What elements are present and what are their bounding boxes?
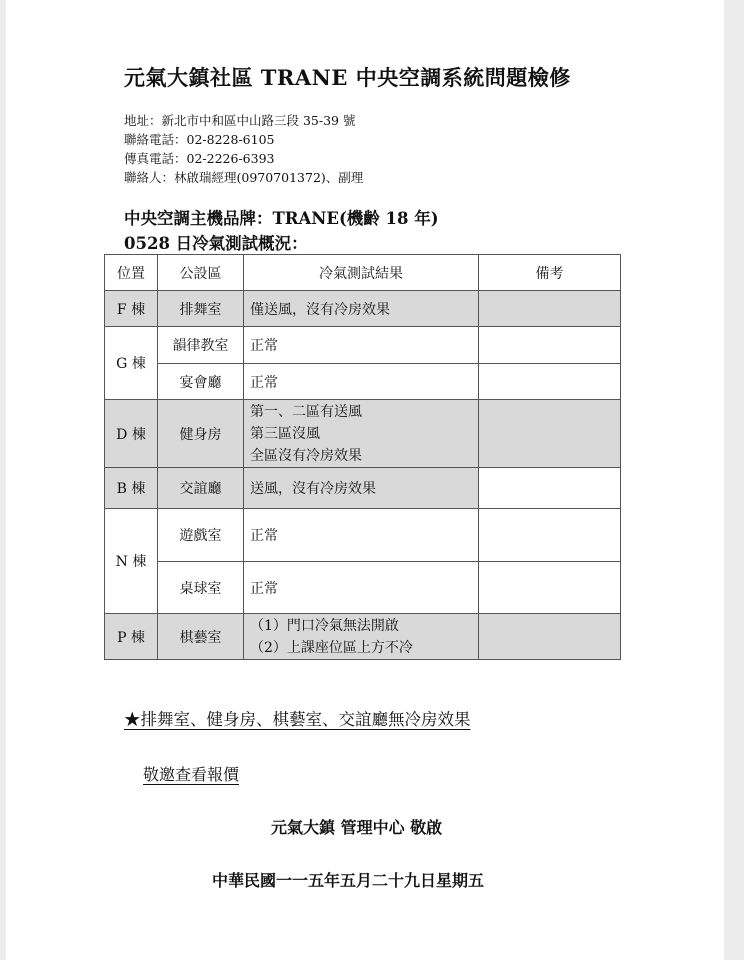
result-cell: 僅送風，沒有冷房效果 [244, 291, 479, 327]
document-page [6, 0, 724, 960]
table-row [105, 364, 621, 400]
header-result: 冷氣測試結果 [244, 255, 479, 291]
building-cell: G 棟 [105, 327, 158, 400]
area-cell: 排舞室 [158, 291, 244, 327]
contact-line: 聯絡人：林啟瑞經理(0970701372)、副理 [124, 170, 364, 185]
table-row [105, 562, 621, 614]
area-cell: 桌球室 [158, 562, 244, 614]
result-line: 第三區沒風 [250, 425, 320, 442]
note-cell [479, 400, 621, 468]
note-cell [479, 327, 621, 364]
signature-line: 元氣大鎮 管理中心 敬啟 [271, 818, 443, 837]
phone-line: 聯絡電話：02-8228-6105 [124, 132, 275, 147]
result-cell: 正常 [244, 364, 479, 400]
table-row [105, 468, 621, 509]
note-cell [479, 509, 621, 562]
table-row [105, 291, 621, 327]
header-area: 公設區 [158, 255, 244, 291]
brand-line: 中央空調主機品牌：TRANE(機齡 18 年) [124, 209, 439, 228]
result-cell: 送風，沒有冷房效果 [244, 468, 479, 509]
table-row [105, 327, 621, 364]
result-line: （1）門口冷氣無法開啟 [250, 617, 399, 634]
table-row [105, 614, 621, 660]
address-line: 地址：新北市中和區中山路三段 35-39 號 [124, 113, 356, 128]
result-cell: 正常 [244, 327, 479, 364]
summary-note: ★排舞室、健身房、棋藝室、交誼廳無冷房效果 [124, 710, 471, 729]
result-line: （2）上課座位區上方不冷 [250, 639, 413, 656]
note-cell [479, 291, 621, 327]
fax-line: 傳真電話：02-2226-6393 [124, 151, 275, 166]
result-cell [244, 614, 479, 660]
note-cell [479, 364, 621, 400]
test-results-table [104, 254, 621, 660]
result-line: 第一、二區有送風 [250, 403, 362, 420]
header-location: 位置 [105, 255, 158, 291]
area-cell: 遊戲室 [158, 509, 244, 562]
area-cell: 交誼廳 [158, 468, 244, 509]
note-cell [479, 562, 621, 614]
building-cell: P 棟 [105, 614, 158, 660]
area-cell: 棋藝室 [158, 614, 244, 660]
result-cell: 正常 [244, 509, 479, 562]
building-cell: F 棟 [105, 291, 158, 327]
area-cell: 韻律教室 [158, 327, 244, 364]
building-cell: D 棟 [105, 400, 158, 468]
note-cell [479, 468, 621, 509]
invite-line: 敬邀查看報價 [143, 765, 240, 784]
table-header-row [105, 255, 621, 291]
result-cell [244, 400, 479, 468]
date-line: 中華民國一一五年五月二十九日星期五 [212, 871, 485, 890]
result-cell: 正常 [244, 562, 479, 614]
note-cell [479, 614, 621, 660]
document-title: 元氣大鎮社區 TRANE 中央空調系統問題檢修 [124, 65, 571, 90]
building-cell: B 棟 [105, 468, 158, 509]
area-cell: 宴會廳 [158, 364, 244, 400]
test-heading: 0528 日冷氣測試概況： [124, 234, 308, 253]
result-line: 全區沒有冷房效果 [250, 447, 362, 464]
area-cell: 健身房 [158, 400, 244, 468]
table-row [105, 400, 621, 468]
header-note: 備考 [479, 255, 621, 291]
table-row [105, 509, 621, 562]
building-cell: N 棟 [105, 509, 158, 614]
